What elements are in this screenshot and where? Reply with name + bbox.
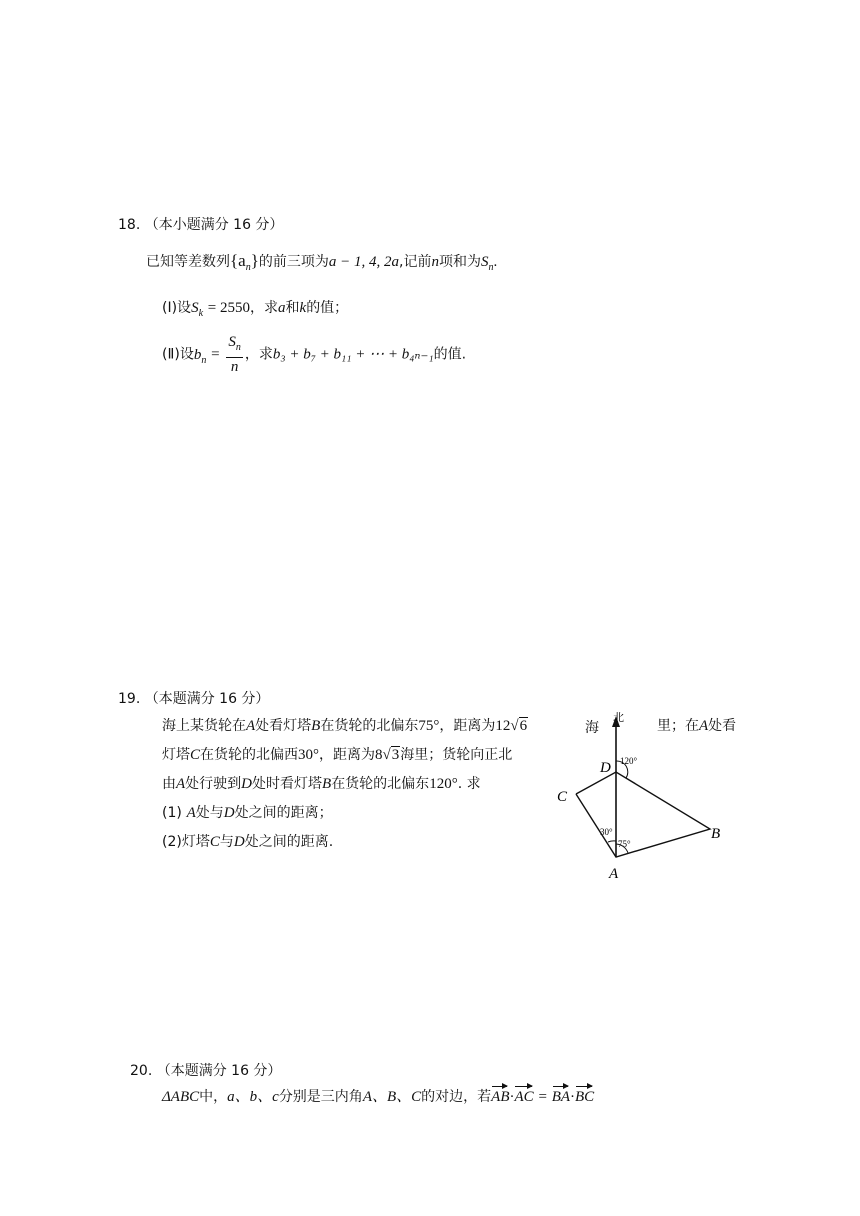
q20-vector-AB: AB <box>491 1089 510 1105</box>
q20-line-1 <box>162 1086 594 1107</box>
q19-l3-D: D <box>241 776 253 792</box>
q19-p2-text-c: 处之间的距离. <box>244 834 334 850</box>
q19-l2-text-a: 灯塔 <box>162 747 190 763</box>
q19-l2-text-c: ，距离为 <box>319 747 376 763</box>
q18-part1-and: 和 <box>285 300 300 316</box>
q18-part2-sum: b₃ + b₇ + b₁₁ + ⋯ + b₄ₙ₋₁ <box>272 346 434 363</box>
q19-l3-A: A <box>176 776 186 792</box>
q18-stem-text-4: 项和为 <box>438 254 481 270</box>
q20-dot-2: · <box>570 1089 576 1105</box>
q18-frac-num: S <box>228 334 236 350</box>
q19-l2-dist-coef: 8 <box>375 747 383 763</box>
q19-l1-text-d: ，距离为 <box>439 718 496 734</box>
q19-l3-B: B <box>322 776 332 792</box>
figure-angle-75: 75° <box>618 839 631 849</box>
q18-part1 <box>162 297 348 324</box>
q19-l1-text-b: 处看灯塔 <box>255 718 312 734</box>
q19-l1-angle: 75° <box>418 718 440 734</box>
q19-p2-D: D <box>233 834 245 850</box>
q19-l1-A2: A <box>699 718 709 734</box>
q18-header: 18. （本小题满分 16 分） <box>118 217 284 233</box>
q19-l2-C: C <box>190 747 201 763</box>
q19-figure <box>540 712 740 884</box>
figure-label-D: D <box>600 760 611 776</box>
angle-arc-30 <box>608 841 616 842</box>
q19-l1-sea: 海 <box>585 720 599 736</box>
q19-l2-angle: 30° <box>298 747 320 763</box>
q18-part1-k: k <box>299 300 307 316</box>
q20-vector-AC: AC <box>514 1089 534 1105</box>
q20-text-d: 的对边，若 <box>421 1089 492 1105</box>
q19-line-3 <box>162 773 481 794</box>
q18-part2-fraction <box>226 333 243 376</box>
q20-vector-BC: BC <box>575 1089 595 1105</box>
q19-p1-D: D <box>223 805 235 821</box>
q19-part1 <box>162 802 333 823</box>
q18-n: n <box>431 254 439 270</box>
q19-p1-text-a: 处与 <box>195 805 224 821</box>
q19-l3-text-d: 在货轮的北偏东 <box>331 776 430 792</box>
q19-l1-B: B <box>311 718 321 734</box>
q19-l3-text-e: . 求 <box>457 776 481 792</box>
q18-part2-label: (Ⅱ)设 <box>162 346 194 363</box>
q19-l3-angle: 120° <box>429 776 458 792</box>
q19-p2-text-a: 灯塔 <box>181 834 210 850</box>
q18-part1-end: 的值； <box>306 300 349 316</box>
q20-vector-BA: BA <box>551 1089 571 1105</box>
figure-quadrilateral <box>576 772 710 857</box>
q19-l1-sqrt: √6 <box>510 718 528 734</box>
q19-header: 19. （本题满分 16 分） <box>118 691 270 707</box>
figure-label-C: C <box>557 789 568 805</box>
q18-stem-end: . <box>493 254 498 270</box>
q19-line-1 <box>162 715 528 736</box>
q20-equals: = <box>538 1089 547 1105</box>
q19-l1-text-g: 处看 <box>708 718 737 734</box>
q18-part2-text: ，求 <box>244 346 273 363</box>
q18-part1-eq: = 2550 <box>207 300 251 316</box>
figure-angle-120: 120° <box>620 756 638 766</box>
q18-part1-S: $S_k$ <box>191 300 204 319</box>
q18-part2 <box>162 333 466 376</box>
q19-l3-text-b: 处行驶到 <box>185 776 242 792</box>
q20-angles: A、B、C <box>362 1089 422 1105</box>
q20-text-b: 中， <box>199 1089 228 1105</box>
q19-l3-text-c: 处时看灯塔 <box>252 776 323 792</box>
q20-header: 20. （本题满分 16 分） <box>130 1063 282 1079</box>
q18-frac-den: n <box>230 359 239 375</box>
q19-p1-A: A <box>186 805 196 821</box>
q19-l1-text-f: 里；在 <box>657 718 699 734</box>
q19-p2-text-b: 与 <box>219 834 234 850</box>
q18-part1-text: ，求 <box>250 300 279 316</box>
q19-p2-C: C <box>209 834 220 850</box>
q20-sides: a、b、c <box>227 1089 279 1105</box>
q18-part1-label: (Ⅰ)设 <box>162 300 192 316</box>
q18-S: $S_n$ <box>480 254 494 273</box>
figure-label-B: B <box>711 826 721 842</box>
q18-stem-text-2: 的前三项为 <box>258 254 329 270</box>
q18-seq: $\{a_n\}$ <box>230 251 259 273</box>
q19-l3-text-a: 由 <box>162 776 176 792</box>
q18-part2-end: 的值. <box>433 346 467 363</box>
q18-stem-text-1: 已知等差数列 <box>146 254 230 270</box>
q19-l1-dist-coef: 12 <box>495 718 511 734</box>
q19-l2-text-d: 海里；货轮向正北 <box>400 747 513 763</box>
q18-part2-b: $b_n$ <box>193 346 207 366</box>
q19-l1-A: A <box>246 718 256 734</box>
q19-p1-text-b: 处之间的距离； <box>234 805 333 821</box>
figure-label-A: A <box>609 866 619 882</box>
q19-p2-label: (2) <box>162 834 182 850</box>
q19-part2 <box>162 831 333 852</box>
q20-text-c: 分别是三内角 <box>278 1089 363 1105</box>
figure-angle-30: 30° <box>600 827 613 837</box>
q18-part2-eq: = <box>211 346 220 363</box>
q19-l2-sqrt: √3 <box>382 747 400 763</box>
q20-dot-1: · <box>509 1089 515 1105</box>
q19-l1-text-c: 在货轮的北偏东 <box>320 718 419 734</box>
q20-triangle: ΔABC <box>162 1089 200 1105</box>
q18-frac-num-sub: n <box>235 342 241 353</box>
q19-l2-text-b: 在货轮的北偏西 <box>200 747 299 763</box>
q18-part1-a: a <box>278 300 286 316</box>
q18-terms: a − 1, 4, 2a <box>328 254 400 270</box>
q19-p1-label: (1) <box>162 805 182 821</box>
figure-north-label: 北 <box>613 712 624 724</box>
q19-l1-text-a: 海上某货轮在 <box>162 718 246 734</box>
q19-line-2 <box>162 744 512 765</box>
q18-stem <box>146 251 497 278</box>
q18-stem-text-3: ,记前 <box>399 254 432 270</box>
